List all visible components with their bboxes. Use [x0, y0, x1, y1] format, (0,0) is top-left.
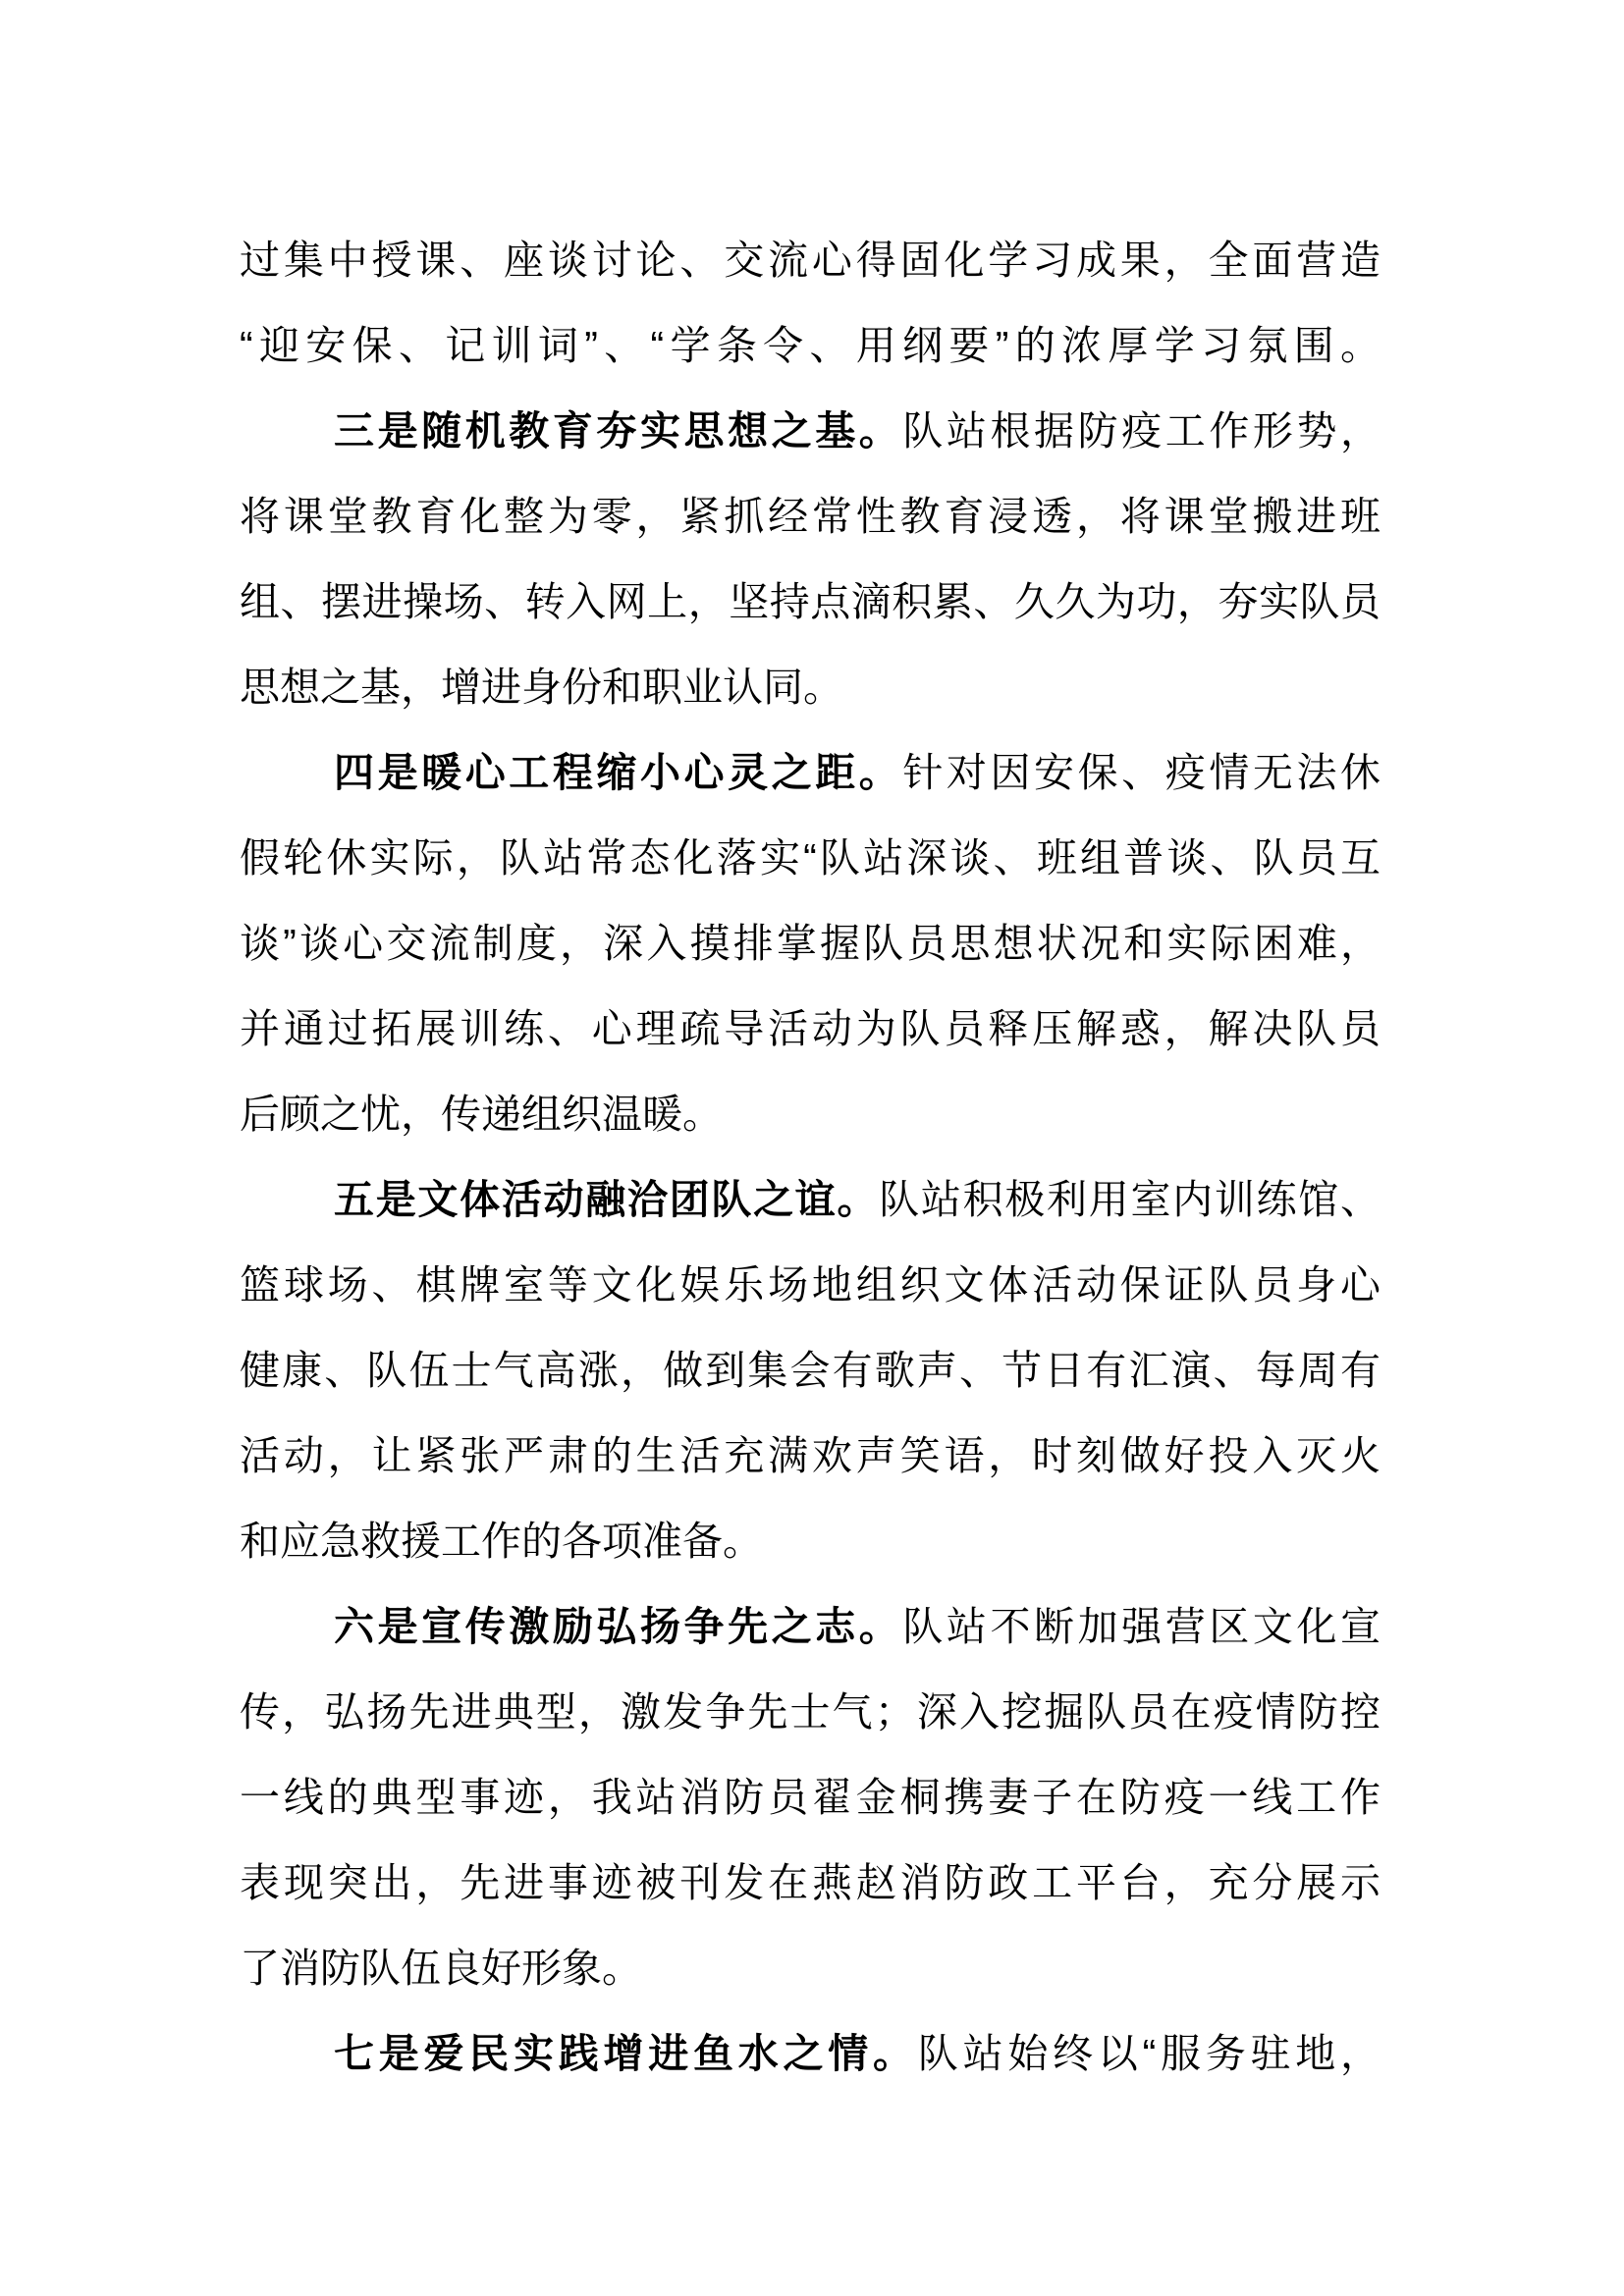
text-line	[240, 1841, 1380, 1926]
text-line	[240, 730, 1380, 816]
paragraph-lead-bold: 五是文体活动融洽团队之谊。	[334, 1177, 880, 1222]
paragraph-lead-bold: 四是暖心工程缩小心灵之距。	[334, 750, 903, 795]
paragraph-text: 和应急救援工作的各项准备。	[240, 1519, 763, 1564]
text-line	[240, 1157, 1380, 1243]
text-line	[240, 1755, 1380, 1841]
text-line	[240, 1670, 1380, 1755]
text-line	[240, 474, 1380, 560]
paragraph-text: 队站根据防疫工作形势，	[902, 408, 1381, 454]
text-line	[240, 2011, 1380, 2097]
text-line	[240, 1414, 1380, 1499]
text-line	[240, 1328, 1380, 1414]
text-line	[240, 1499, 1380, 1584]
paragraph-text: 健康、队伍士气高涨，做到集会有歌声、节日有汇演、每周有	[240, 1348, 1380, 1393]
paragraph-text: 并通过拓展训练、心理疏导活动为队员释压解惑，解决队员	[240, 1006, 1380, 1051]
paragraph-text: 活动，让紧张严肃的生活充满欢声笑语，时刻做好投入灭火	[240, 1433, 1380, 1478]
paragraph-text: 思想之基，增进身份和职业认同。	[240, 665, 843, 710]
paragraph-text: 篮球场、棋牌室等文化娱乐场地组织文体活动保证队员身心	[240, 1262, 1380, 1308]
paragraph-text: “迎安保、记训词”、“学条令、用纲要”的浓厚学习氛围。	[240, 323, 1380, 368]
paragraph-text: 将课堂教育化整为零，紧抓经常性教育浸透，将课堂搬进班	[240, 494, 1380, 539]
paragraph-text: 组、摆进操场、转入网上，坚持点滴积累、久久为功，夯实队员	[240, 579, 1380, 624]
paragraph-text: 后顾之忧，传递组织温暖。	[240, 1092, 723, 1137]
text-line	[240, 1243, 1380, 1328]
text-line	[240, 645, 1380, 730]
document-body	[240, 218, 1380, 2097]
paragraph-text: 队站积极利用室内训练馆、	[879, 1177, 1381, 1222]
text-line	[240, 560, 1380, 645]
paragraph-text: 针对因安保、疫情无法休	[902, 750, 1381, 795]
paragraph-text: 假轮休实际，队站常态化落实“队站深谈、班组普谈、队员互	[240, 835, 1380, 881]
paragraph-lead-bold: 六是宣传激励弘扬争先之志。	[334, 1604, 903, 1649]
paragraph-lead-bold: 七是爱民实践增进鱼水之情。	[334, 2031, 918, 2076]
paragraph-text: 谈”谈心交流制度，深入摸排掌握队员思想状况和实际困难，	[240, 921, 1380, 966]
text-line	[240, 987, 1380, 1072]
text-line	[240, 816, 1380, 901]
paragraph-text: 队站始终以“服务驻地，	[917, 2031, 1381, 2076]
text-line	[240, 303, 1380, 389]
text-line	[240, 1926, 1380, 2011]
paragraph-text: 了消防队伍良好形象。	[240, 1946, 642, 1991]
text-line	[240, 901, 1380, 987]
text-line	[240, 218, 1380, 303]
paragraph-text: 队站不断加强营区文化宣	[902, 1604, 1381, 1649]
paragraph-text: 一线的典型事迹，我站消防员翟金桐携妻子在防疫一线工作	[240, 1775, 1380, 1820]
paragraph-lead-bold: 三是随机教育夯实思想之基。	[334, 408, 903, 454]
paragraph-text: 过集中授课、座谈讨论、交流心得固化学习成果，全面营造	[240, 238, 1380, 283]
text-line	[240, 1584, 1380, 1670]
text-line	[240, 1072, 1380, 1157]
text-line	[240, 389, 1380, 474]
paragraph-text: 表现突出，先进事迹被刊发在燕赵消防政工平台，充分展示	[240, 1860, 1380, 1905]
paragraph-text: 传，弘扬先进典型，激发争先士气；深入挖掘队员在疫情防控	[240, 1689, 1380, 1735]
